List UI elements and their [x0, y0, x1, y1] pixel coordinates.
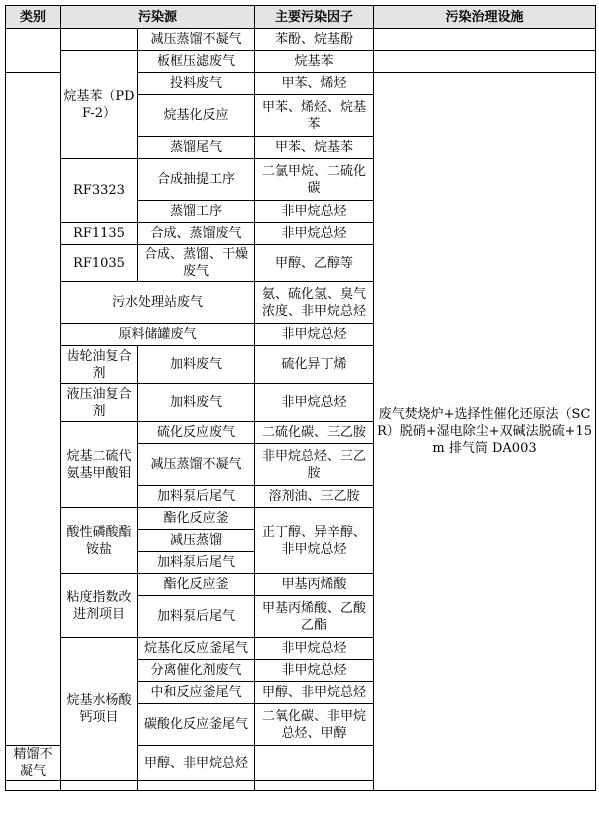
subgroup-cell: 粘度指数改进剂项目: [61, 574, 138, 638]
factor-cell: 非甲烷总烃: [255, 324, 374, 346]
factor-cell: 正丁醇、异辛醇、非甲烷总烃: [255, 508, 374, 574]
facility-cell-empty: [374, 29, 596, 51]
source-cell-empty: [138, 781, 255, 791]
subgroup-cell-empty: [61, 29, 138, 51]
factor-cell: 甲苯、烯烃、烷基苯: [255, 95, 374, 137]
header-factor: 主要污染因子: [255, 6, 374, 29]
source-cell: 板框压滤废气: [138, 51, 255, 73]
factor-cell: 二硫化碳、三乙胺: [255, 422, 374, 444]
source-cell: 酯化反应釜: [138, 508, 255, 530]
source-cell: 碳酸化反应釜尾气: [138, 704, 255, 746]
factor-cell: 苯酚、烷基酚: [255, 29, 374, 51]
subgroup-cell: RF1135: [61, 223, 138, 245]
source-cell: 减压蒸馏不凝气: [138, 29, 255, 51]
source-cell: 投料废气: [138, 73, 255, 95]
subgroup-cell: 烷基水杨酸钙项目: [61, 638, 138, 781]
source-cell: 烷基化反应釜尾气: [138, 638, 255, 660]
subgroup-cell: RF1035: [61, 245, 138, 282]
factor-cell-empty: [255, 781, 374, 791]
source-cell: 加料泵后尾气: [138, 596, 255, 638]
factor-cell: 溶剂油、三乙胺: [255, 486, 374, 508]
subgroup-cell: 烷基苯（PDF-2）: [61, 51, 138, 159]
factor-cell: 烷基苯: [255, 51, 374, 73]
source-cell: 蒸馏工序: [138, 201, 255, 223]
source-cell: 加料泵后尾气: [138, 552, 255, 574]
source-cell: 蒸馏尾气: [138, 137, 255, 159]
source-cell: 合成、蒸馏、干燥废气: [138, 245, 255, 282]
source-cell: 酯化反应釜: [138, 574, 255, 596]
pollution-control-table: [5, 5, 596, 791]
factor-cell: 非甲烷总烃: [255, 223, 374, 245]
source-cell: 加料泵后尾气: [138, 486, 255, 508]
factor-cell: 甲醇、非甲烷总烃: [138, 746, 255, 781]
source-cell: 合成、蒸馏废气: [138, 223, 255, 245]
header-source: 污染源: [61, 6, 255, 29]
factor-cell: 二氯甲烷、二硫化碳: [255, 159, 374, 201]
subgroup-cell: RF3323: [61, 159, 138, 223]
subgroup-cell: 酸性磷酸酯铵盐: [61, 508, 138, 574]
source-cell: 中和反应釜尾气: [138, 682, 255, 704]
source-cell: 加料废气: [138, 384, 255, 422]
factor-cell: 非甲烷总烃、三乙胺: [255, 444, 374, 486]
factor-cell: 甲苯、烯烃: [255, 73, 374, 95]
factor-cell: 非甲烷总烃: [255, 638, 374, 660]
factor-cell: 甲基丙烯酸、乙酸乙酯: [255, 596, 374, 638]
factor-cell: 非甲烷总烃: [255, 384, 374, 422]
table-row: [6, 51, 596, 73]
category-cell-empty: [6, 781, 61, 791]
source-cell: 减压蒸馏不凝气: [138, 444, 255, 486]
source-cell: 硫化反应废气: [138, 422, 255, 444]
table-row: [6, 29, 596, 51]
factor-cell: 非甲烷总烃: [255, 201, 374, 223]
source-cell: 污水处理站废气: [61, 282, 255, 324]
source-cell: 合成抽提工序: [138, 159, 255, 201]
subgroup-cell: 烷基二硫代氨基甲酸钼: [61, 422, 138, 508]
source-cell: 减压蒸馏: [138, 530, 255, 552]
category-cell-empty: [6, 29, 61, 73]
header-facility: 污染治理设施: [374, 6, 596, 29]
factor-cell: 氨、硫化氢、臭气浓度、非甲烷总烃: [255, 282, 374, 324]
document-page: [5, 5, 596, 791]
source-cell: 精馏不凝气: [6, 746, 61, 781]
factor-cell: 非甲烷总烃: [255, 660, 374, 682]
source-cell: 原料储罐废气: [61, 324, 255, 346]
source-cell: 烷基化反应: [138, 95, 255, 137]
source-cell: 加料废气: [138, 346, 255, 384]
table-header-row: [6, 6, 596, 29]
subgroup-cell-empty: [61, 781, 138, 791]
source-cell: 分离催化剂废气: [138, 660, 255, 682]
header-category: 类别: [6, 6, 61, 29]
factor-cell: 硫化异丁烯: [255, 346, 374, 384]
factor-cell: 甲醇、非甲烷总烃: [255, 682, 374, 704]
factor-cell: 甲醇、乙醇等: [255, 245, 374, 282]
subgroup-cell: 齿轮油复合剂: [61, 346, 138, 384]
facility-cell: 废气焚烧炉+选择性催化还原法（SCR）脱硝+湿电除尘+双碱法脱硫+15m 排气筒 DA003: [374, 73, 596, 791]
factor-cell: 甲苯、烷基苯: [255, 137, 374, 159]
category-cell-empty: [6, 73, 61, 746]
facility-cell-empty: [374, 51, 596, 73]
factor-cell: 甲基丙烯酸: [255, 574, 374, 596]
subgroup-cell: 液压油复合剂: [61, 384, 138, 422]
factor-cell: 二氧化碳、非甲烷总烃、甲醇: [255, 704, 374, 746]
